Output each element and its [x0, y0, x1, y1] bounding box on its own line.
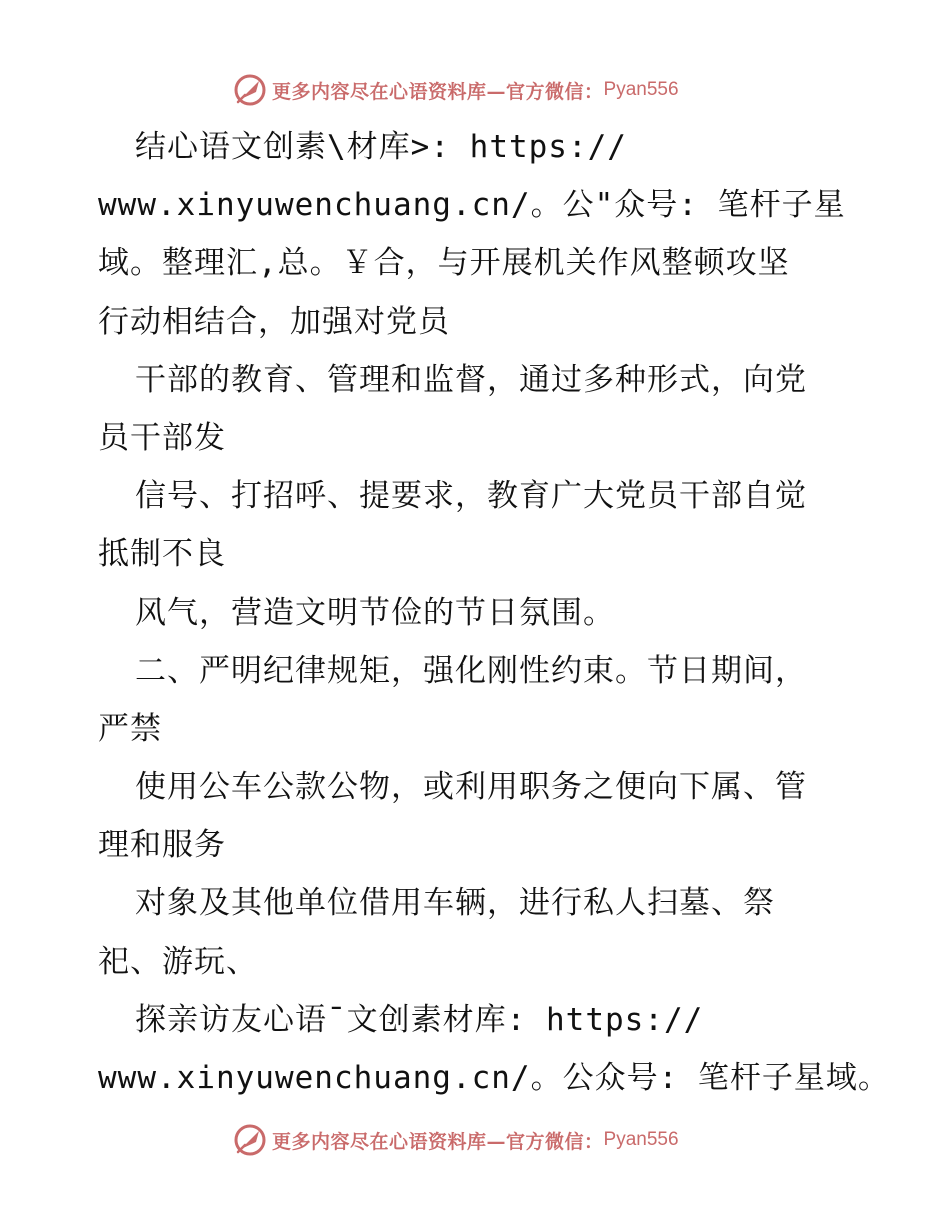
quill-logo-icon — [232, 72, 268, 108]
text-line: 结心语文创素\材库>: https:// — [135, 129, 627, 165]
text-line: 理和服务 — [98, 827, 226, 864]
text-line: www.xinyuwenchuang.cn/。公"众号: 笔杆子星 — [98, 187, 846, 224]
text-line: 二、严明纪律规矩，强化刚性约束。节日期间， — [135, 652, 807, 689]
footer-banner — [232, 1120, 722, 1160]
banner-text: 更多内容尽在心语资料库—官方微信： — [272, 80, 604, 103]
body-text — [98, 118, 890, 1107]
text-line: 探亲访友心语¯文创素材库: https:// — [135, 1001, 704, 1038]
text-line: 祀、游玩、 — [98, 943, 258, 980]
text-line: 严禁 — [98, 710, 162, 747]
banner-contact: Pyan556 — [603, 79, 679, 100]
header-banner — [232, 70, 722, 110]
text-line: 域。整理汇,总。￥合，与开展机关作风整顿攻坚 — [98, 245, 790, 282]
banner-contact: Pyan556 — [603, 1129, 679, 1150]
text-line: 风气，营造文明节俭的节日氛围。 — [135, 594, 615, 631]
banner-text: 更多内容尽在心语资料库—官方微信： — [272, 1130, 604, 1153]
text-line: 信号、打招呼、提要求，教育广大党员干部自觉 — [135, 478, 807, 515]
text-line: www.xinyuwenchuang.cn/。公众号: 笔杆子星域。 — [98, 1060, 890, 1096]
text-line: 干部的教育、管理和监督，通过多种形式，向党 — [135, 361, 807, 398]
text-line: 使用公车公款公物，或利用职务之便向下属、管 — [135, 769, 807, 806]
text-line: 员干部发 — [98, 419, 226, 456]
text-line: 抵制不良 — [98, 536, 226, 573]
quill-logo-icon — [232, 1122, 268, 1158]
text-line: 行动相结合，加强对党员 — [98, 303, 450, 340]
text-line: 对象及其他单位借用车辆，进行私人扫墓、祭 — [135, 885, 775, 922]
